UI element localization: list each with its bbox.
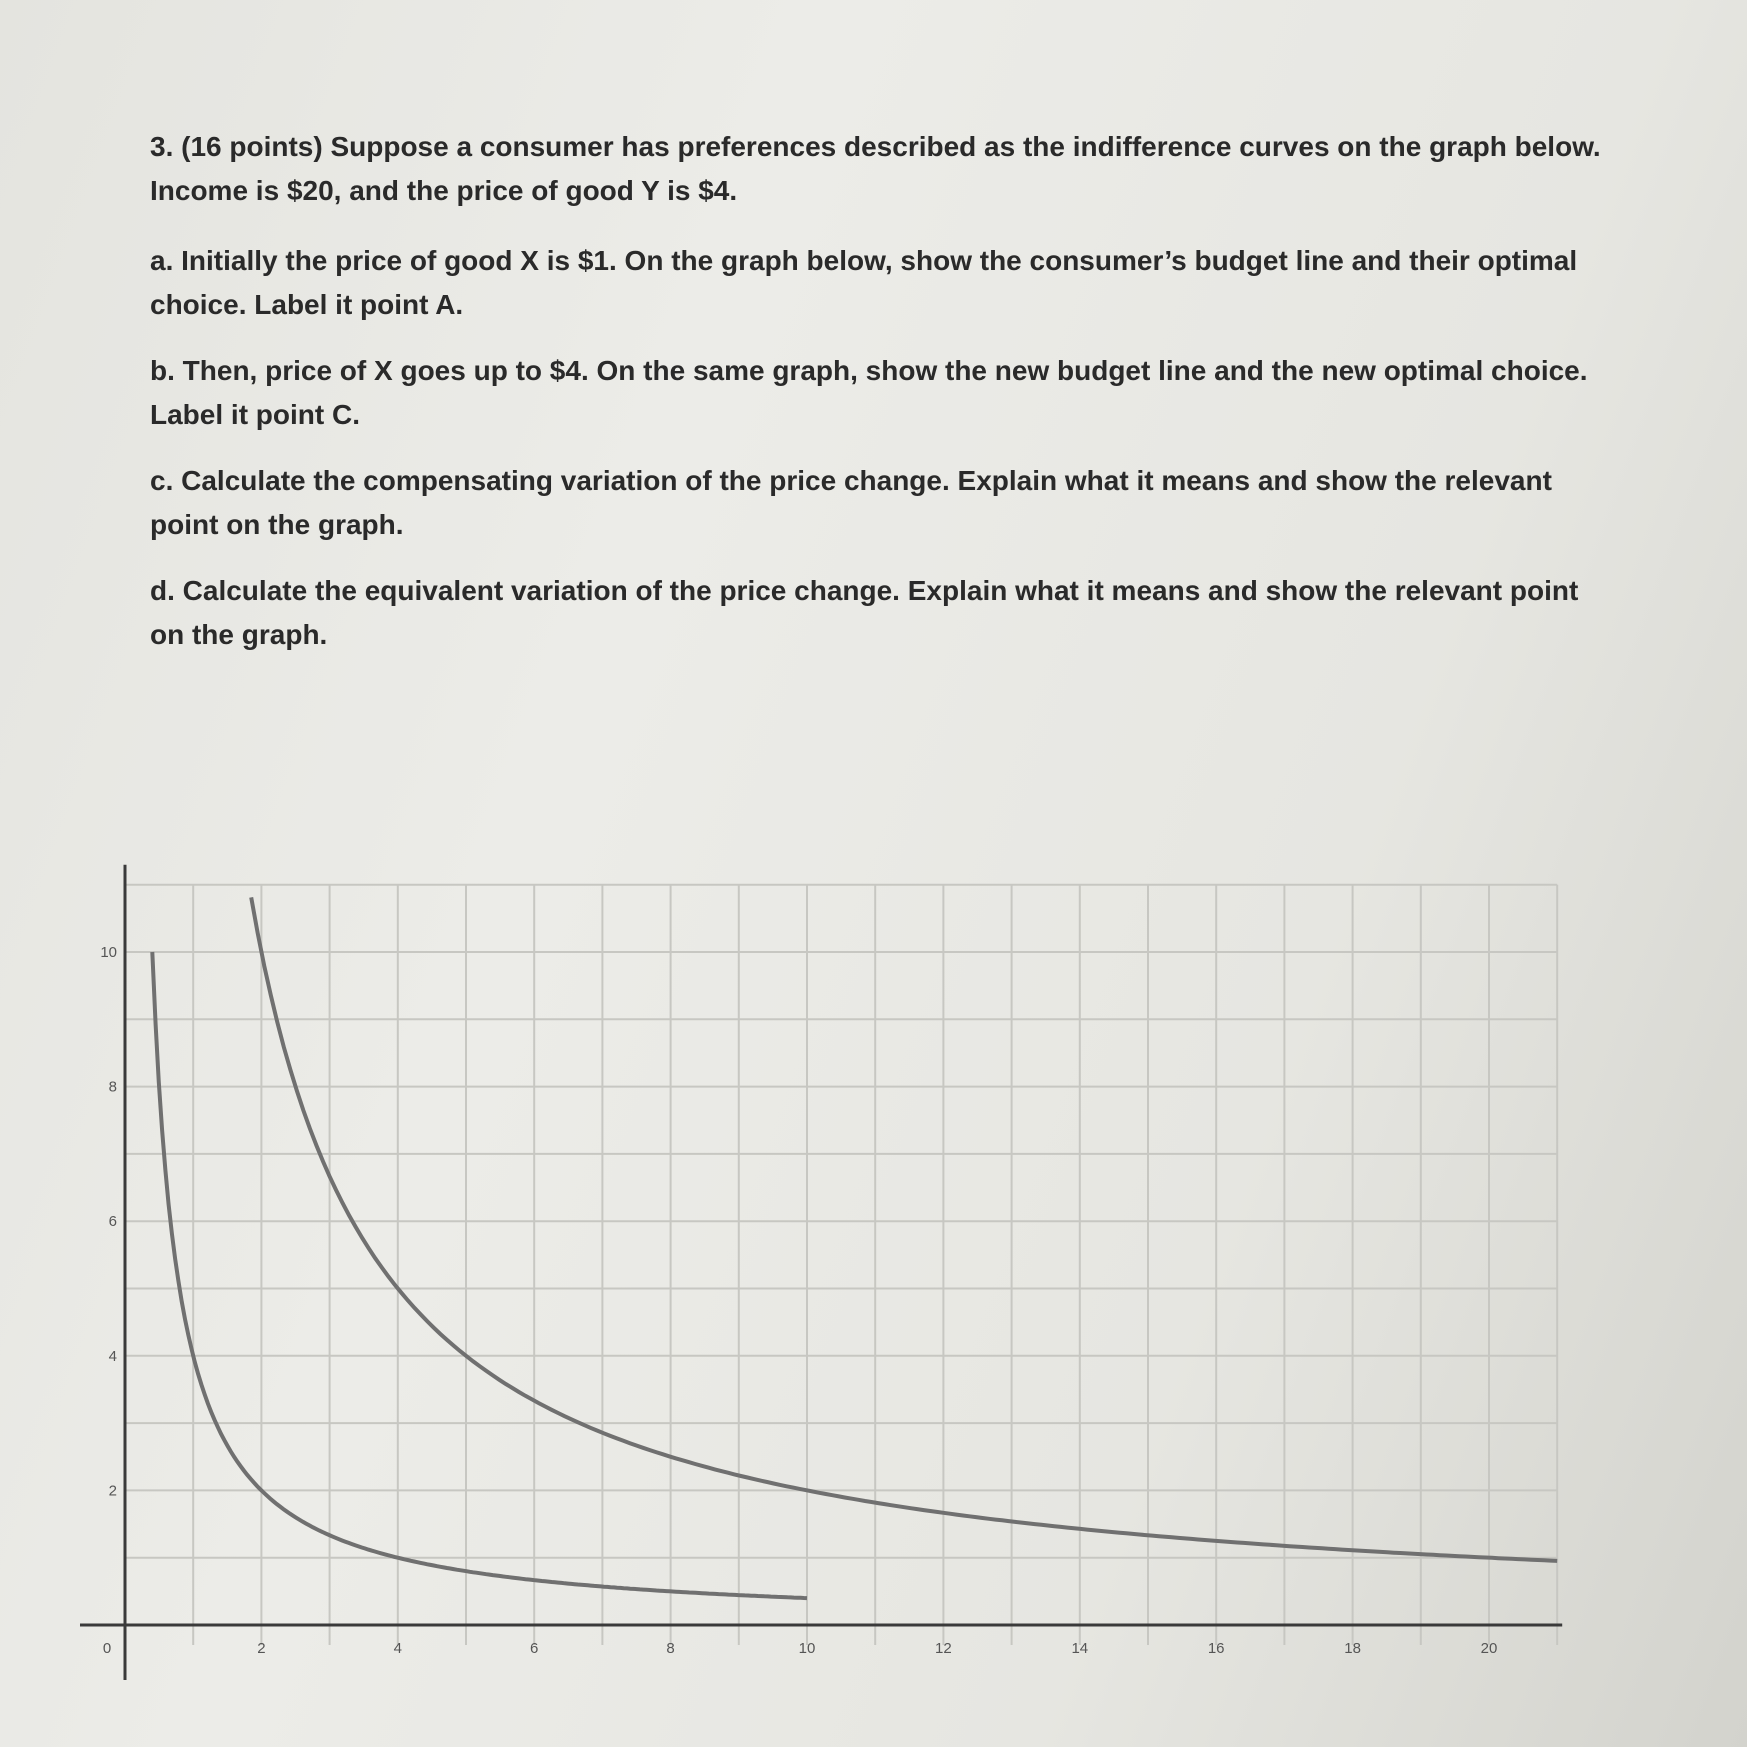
question-part-c: c. Calculate the compensating variation of the price change. Explain what it means and show the relevant point on the graph. xyxy=(150,465,1552,540)
x-tick-label: 6 xyxy=(530,1640,539,1657)
x-tick-label: 16 xyxy=(1207,1640,1225,1657)
y-tick-label: 2 xyxy=(108,1482,117,1500)
curves xyxy=(152,897,1557,1598)
question-intro: 3. (16 points) Suppose a consumer has preferences described as the indifference curves on the graph below. Income is $20, and the price of good Y is $4. xyxy=(150,131,1601,206)
y-tick-label: 10 xyxy=(100,944,117,961)
x-tick-label: 0 xyxy=(102,1640,112,1657)
x-tick-label: 14 xyxy=(1071,1640,1089,1657)
grid xyxy=(125,885,1557,1645)
x-tick-label: 8 xyxy=(666,1640,675,1657)
question-part-d: d. Calculate the equivalent variation of the price change. Explain what it means and show the relevant point on the graph. xyxy=(150,575,1579,650)
x-tick-label: 18 xyxy=(1344,1640,1361,1657)
question-part-a: a. Initially the price of good X is $1. On the graph below, show the consumer’s budget line and their optimal choice. Label it point A. xyxy=(150,245,1578,320)
x-tick-label: 20 xyxy=(1480,1640,1498,1657)
x-tick-label: 4 xyxy=(393,1640,402,1657)
y-tick-labels xyxy=(100,944,117,1499)
indifference-curve-2 xyxy=(251,897,1557,1561)
x-tick-label: 10 xyxy=(798,1640,816,1657)
y-tick-label: 6 xyxy=(108,1213,117,1231)
y-tick-label: 8 xyxy=(108,1078,117,1096)
x-tick-label: 2 xyxy=(257,1640,266,1657)
indifference-curve-1 xyxy=(152,952,807,1598)
x-tick-label: 12 xyxy=(935,1640,952,1657)
question-part-b: b. Then, price of X goes up to $4. On the same graph, show the new budget line and the new optimal choice. Label it point C. xyxy=(150,355,1588,430)
x-tick-labels xyxy=(103,1640,1498,1657)
y-tick-label: 4 xyxy=(108,1347,117,1365)
